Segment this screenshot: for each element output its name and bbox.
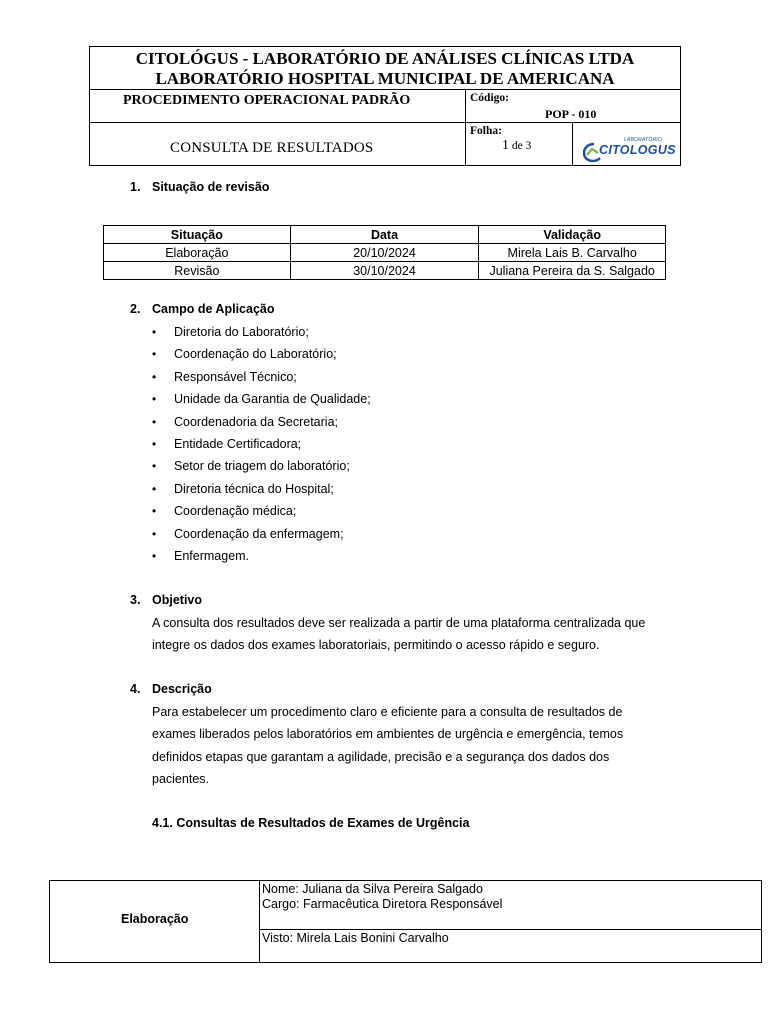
- doc-title-cell: [90, 123, 466, 166]
- description-line: Para estabelecer um procedimento claro e eficiente para a consulta de resultados de: [152, 705, 623, 719]
- sheet-page: 1: [502, 138, 509, 153]
- section-2-title: Campo de Aplicação: [152, 302, 275, 316]
- table-cell: Revisão: [104, 262, 291, 280]
- table-cell: 30/10/2024: [290, 262, 479, 280]
- table-cell: Juliana Pereira da S. Salgado: [479, 262, 666, 280]
- description-line: exames liberados pelos laboratórios em ambientes de urgência e emergência, temos: [152, 727, 624, 742]
- sheet-label: Folha:: [470, 125, 502, 137]
- logo-cell: [573, 123, 681, 166]
- sheet-total: de 3: [511, 140, 532, 152]
- footer-label-cell: [50, 881, 260, 962]
- code-value: POP - 010: [545, 107, 597, 121]
- list-item: • Diretoria do Laboratório;: [152, 321, 371, 343]
- citologus-logo: [583, 137, 676, 163]
- description-line: definidos etapas que garantam a agilidade, precisão e a segurança dos dados dos: [152, 749, 610, 764]
- sheet-number: [502, 138, 531, 154]
- list-item: • Coordenação médica;: [152, 500, 371, 522]
- procedure-cell: [90, 90, 466, 122]
- footer-name: Nome: Juliana da Silva Pereira Salgado: [262, 882, 483, 896]
- section-2-heading: [130, 302, 275, 316]
- section-4-title: Descrição: [152, 682, 212, 696]
- logo-small-text: LABORATÓRIO: [624, 137, 662, 143]
- list-item: • Coordenação da enfermagem;: [152, 523, 371, 545]
- objective-line: integre os dados dos exames laboratoriais, permitindo o acesso rápido e seguro.: [152, 638, 600, 653]
- table-cell: Elaboração: [104, 244, 291, 262]
- section-4-number: 4.: [130, 682, 141, 696]
- section-1-heading: [130, 180, 269, 194]
- list-item: • Setor de triagem do laboratório;: [152, 455, 371, 477]
- table-cell: Mirela Lais B. Carvalho: [479, 244, 666, 262]
- header-title-row: [90, 123, 680, 166]
- header-title-line1: CITOLÓGUS - LABORATÓRIO DE ANÁLISES CLÍNICAS LTDA: [135, 49, 635, 68]
- header-title-line2: LABORATÓRIO HOSPITAL MUNICIPAL DE AMERICANA: [155, 69, 615, 88]
- table-row: [104, 262, 666, 280]
- list-item: • Unidade da Garantia de Qualidade;: [152, 388, 371, 410]
- list-item: • Responsável Técnico;: [152, 366, 371, 388]
- col-header-validacao: Validação: [479, 226, 666, 244]
- footer-author-cell: [260, 881, 761, 930]
- sheet-cell: [466, 123, 573, 166]
- footer-visto-cell: [260, 930, 761, 962]
- col-header-data: Data: [290, 226, 479, 244]
- header-procedure-row: [90, 90, 680, 123]
- table-row: [104, 244, 666, 262]
- section-1-title: Situação de revisão: [152, 180, 270, 194]
- list-item: • Coordenação do Laboratório;: [152, 343, 371, 365]
- footer-visto: Visto: Mirela Lais Bonini Carvalho: [262, 931, 449, 945]
- footer-label: Elaboração: [121, 912, 189, 926]
- col-header-situacao: Situação: [104, 226, 291, 244]
- objective-paragraph: [152, 612, 652, 657]
- table-cell: 20/10/2024: [290, 244, 479, 262]
- application-list: [152, 321, 371, 567]
- section-2-number: 2.: [130, 302, 141, 316]
- description-line: pacientes.: [152, 772, 209, 787]
- code-cell: [466, 90, 681, 122]
- section-1-number: 1.: [130, 180, 141, 194]
- procedure-name: PROCEDIMENTO OPERACIONAL PADRÃO: [123, 93, 411, 108]
- footer-role: Cargo: Farmacêutica Diretora Responsável: [262, 897, 503, 911]
- list-item: • Diretoria técnica do Hospital;: [152, 478, 371, 500]
- code-label: Código:: [470, 92, 509, 104]
- subsection-4-1-heading: 4.1. Consultas de Resultados de Exames de Urgência: [152, 816, 470, 830]
- revision-table-header: [104, 226, 666, 244]
- list-item: • Entidade Certificadora;: [152, 433, 371, 455]
- footer-table: [49, 880, 762, 963]
- revision-table: [103, 225, 666, 280]
- list-item: • Enfermagem.: [152, 545, 371, 567]
- document-header: [89, 46, 681, 166]
- description-paragraph: [152, 701, 652, 791]
- list-item: • Coordenadoria da Secretaria;: [152, 411, 371, 433]
- section-4-heading: [130, 682, 212, 696]
- section-3-number: 3.: [130, 593, 141, 607]
- header-title: [90, 47, 680, 90]
- section-3-heading: [130, 593, 202, 607]
- section-3-title: Objetivo: [152, 593, 203, 607]
- logo-main-text: CITOLOGUS: [599, 143, 676, 157]
- objective-line: A consulta dos resultados deve ser realizada a partir de uma plataforma centralizada que: [152, 616, 646, 630]
- doc-title: CONSULTA DE RESULTADOS: [170, 140, 374, 156]
